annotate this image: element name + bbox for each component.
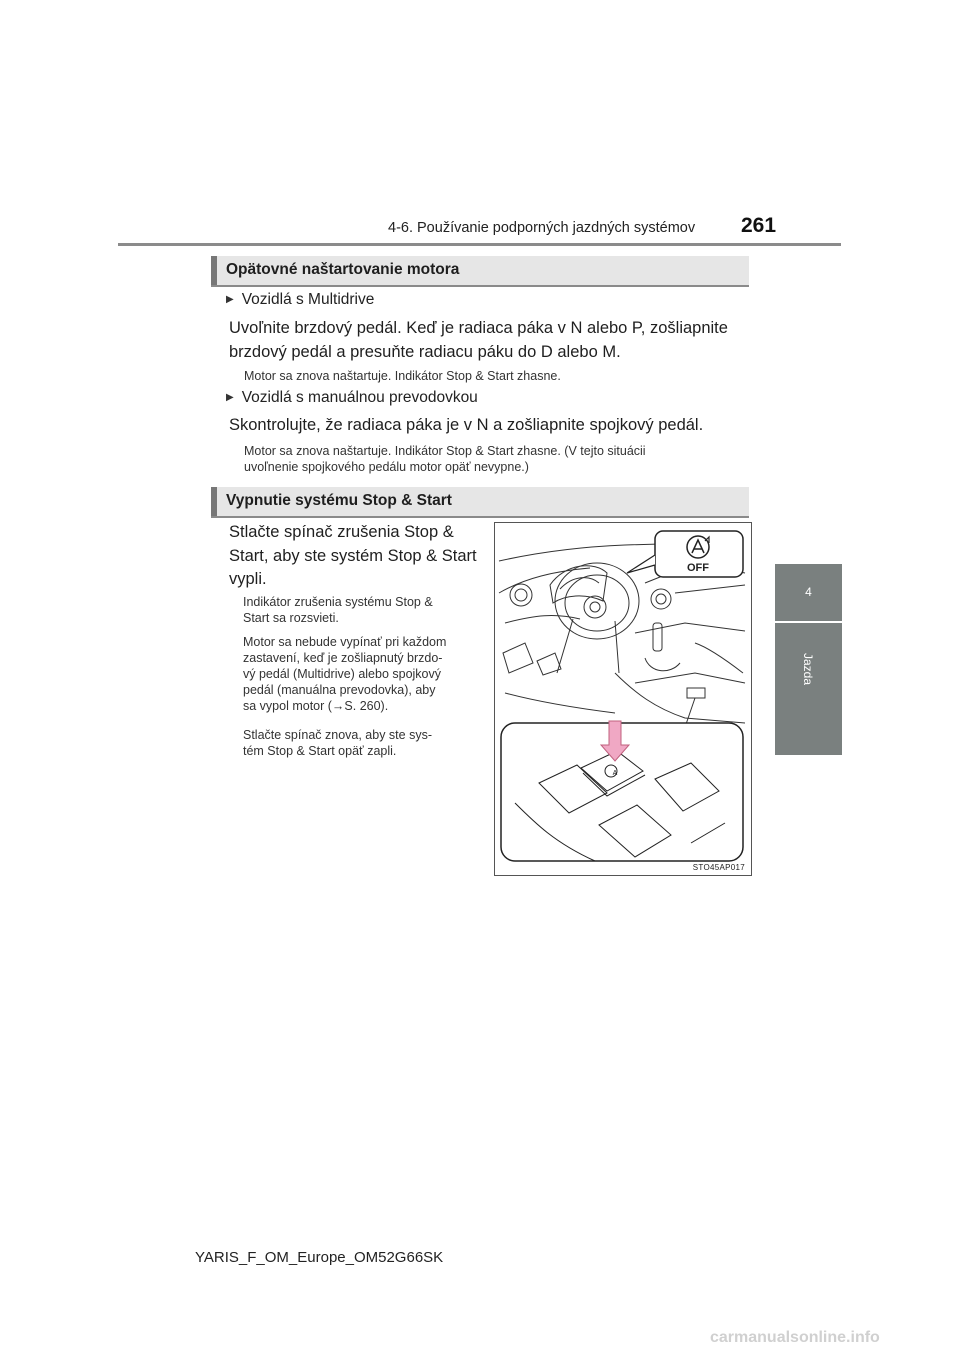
section-banner-restart xyxy=(211,256,749,287)
inset-switch-symbol: A xyxy=(612,770,618,777)
stop-start-switch-illustration xyxy=(494,522,752,876)
disable-note-3-line1: Stlačte spínač znova, aby ste sys- xyxy=(243,728,432,742)
multidrive-instruction xyxy=(229,317,746,364)
multidrive-instruction-line1: Uvoľnite brzdový pedál. Keď je radiaca páka v N alebo P, zošliapnite xyxy=(229,319,728,337)
figure-code: STO45AP017 xyxy=(692,863,745,872)
disable-instruction-line3: vypli. xyxy=(229,570,267,588)
page-number: 261 xyxy=(741,214,777,237)
multidrive-instruction-line2: brzdový pedál a presuňte radiacu páku do D alebo M. xyxy=(229,342,621,361)
disable-note-2-line5: sa vypol motor (→S. 260). xyxy=(243,699,389,713)
document-id: YARIS_F_OM_Europe_OM52G66SK xyxy=(195,1249,444,1266)
disable-note-1-line1: Indikátor zrušenia systému Stop & xyxy=(243,595,433,609)
subheading-multidrive xyxy=(226,291,374,309)
disable-note-2 xyxy=(243,634,487,714)
section-title-restart: Opätovné naštartovanie motora xyxy=(226,261,460,278)
subheading-manual xyxy=(226,389,478,407)
running-header-section: 4-6. Používanie podporných jazdných systémov xyxy=(388,220,696,236)
disable-instruction-line2: Start, aby ste systém Stop & Start xyxy=(229,546,477,565)
banner-accent-bar xyxy=(211,487,217,516)
triangle-bullet-icon: ▶ xyxy=(226,294,234,305)
disable-note-1-line2: Start sa rozsvieti. xyxy=(243,611,339,625)
section-title-disable: Vypnutie systému Stop & Start xyxy=(226,492,452,509)
disable-note-2-line1: Motor sa nebude vypínať pri každom xyxy=(243,635,447,649)
disable-note-2-line4: pedál (manuálna prevodovka), aby xyxy=(243,683,436,697)
disable-note-2-line3: vý pedál (Multidrive) alebo spojkový xyxy=(243,667,442,681)
disable-note-2-line2: zastavení, keď je zošliapnutý brzdo- xyxy=(243,651,443,665)
banner-accent-bar xyxy=(211,256,217,285)
chapter-tab-label-box xyxy=(775,623,842,755)
manual-note-line2: uvoľnenie spojkového pedálu motor opäť nevypne.) xyxy=(244,460,529,474)
subheading-multidrive-text: Vozidlá s Multidrive xyxy=(241,291,375,308)
disable-instruction-line1: Stlačte spínač zrušenia Stop & xyxy=(229,523,454,541)
disable-note-1 xyxy=(243,594,487,626)
indicator-off-label: OFF xyxy=(687,562,709,574)
manual-note-line1: Motor sa znova naštartuje. Indikátor Stop & Start zhasne. (V tejto situácii xyxy=(244,444,646,458)
manual-note xyxy=(244,443,746,475)
triangle-bullet-icon: ▶ xyxy=(226,392,234,403)
chapter-tab-label: Jazda xyxy=(801,653,815,686)
manual-instruction: Skontrolujte, že radiaca páka je v N a zošliapnite spojkový pedál. xyxy=(229,416,704,434)
car-interior-drawing xyxy=(495,523,751,875)
site-watermark: carmanualsonline.info xyxy=(710,1329,880,1346)
subheading-manual-text: Vozidlá s manuálnou prevodovkou xyxy=(241,389,478,406)
multidrive-note: Motor sa znova naštartuje. Indikátor Stop & Start zhasne. xyxy=(244,369,561,383)
disable-instruction xyxy=(229,521,487,592)
chapter-tab-number: 4 xyxy=(775,564,842,621)
header-divider xyxy=(118,243,841,246)
section-banner-disable xyxy=(211,487,749,518)
disable-note-3 xyxy=(243,727,487,759)
disable-note-3-line2: tém Stop & Start opäť zapli. xyxy=(243,744,397,758)
